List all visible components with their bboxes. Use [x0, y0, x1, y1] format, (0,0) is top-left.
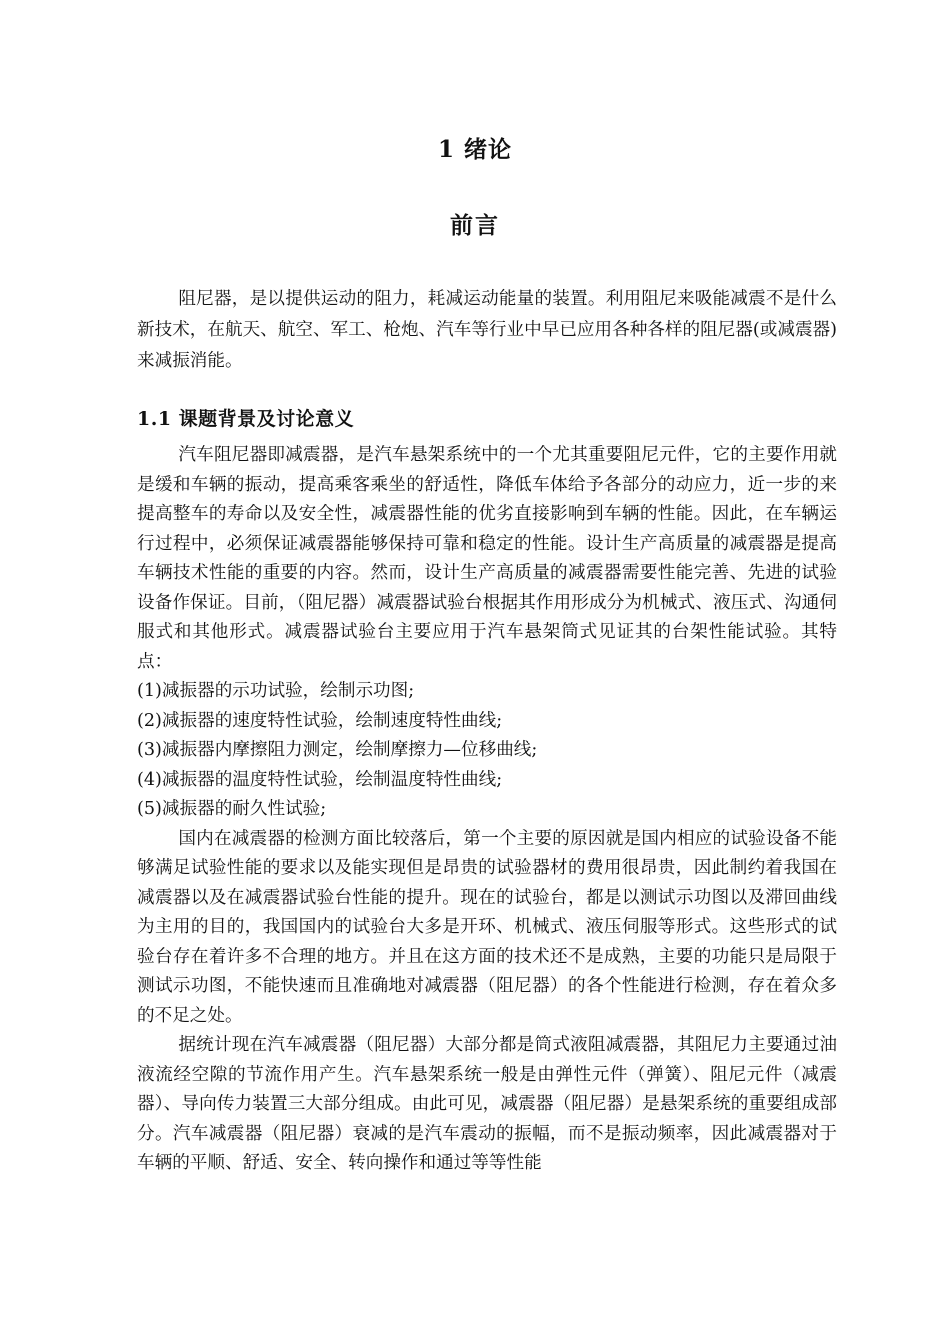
body-paragraph-2: 国内在减震器的检测方面比较落后，第一个主要的原因就是国内相应的试验设备不能够满足试验性能的要求以及能实现但是昂贵的试验器材的费用很昂贵，因此制约着我国在减震器以及在减震器试验台性能的提升。现在的试验台，都是以测试示功图以及滞回曲线为主用的目的，我国国内的试验台大多是开环、机械式、液压伺服等形式。这些形式的试验台存在着许多不合理的地方。并且在这方面的技术还不是成熟，主要的功能只是局限于测试示功图，不能快速而且准确地对减震器（阻尼器）的各个性能进行检测，存在着众多的不足之处。: [137, 828, 837, 1026]
intro-section: [137, 284, 837, 377]
section-heading: 1.1 课题背景及讨论意义: [137, 408, 355, 430]
list-item: (3)减振器内摩擦阻力测定，绘制摩擦力—位移曲线;: [137, 740, 538, 760]
body-paragraph-3: 据统计现在汽车减震器（阻尼器）大部分都是筒式液阻减震器，其阻尼力主要通过油液流经空隙的节流作用产生。汽车悬架系统一般是由弹性元件（弹簧）、阻尼元件（减震器）、导向传力装置三大部分组成。由此可见，减震器（阻尼器）是悬架系统的重要组成部分。汽车减震器（阻尼器）衰减的是汽车震动的振幅，而不是振动频率，因此减震器对于车辆的平顺、舒适、安全、转向操作和通过等等性能: [137, 1035, 837, 1173]
intro-paragraph: 阻尼器，是以提供运动的阻力，耗减运动能量的装置。利用阻尼来吸能减震不是什么新技术，在航天、航空、军工、枪炮、汽车等行业中早已应用各种各样的阻尼器(或减震器)来减振消能。: [137, 289, 837, 371]
body-paragraph-1: 汽车阻尼器即减震器，是汽车悬架系统中的一个尤其重要阻尼元件，它的主要作用就是缓和车辆的振动，提高乘客乘坐的舒适性，降低车体给予各部分的动应力，近一步的来提高整车的寿命以及安全性，减震器性能的优劣直接影响到车辆的性能。因此，在车辆运行过程中，必须保证减震器能够保持可靠和稳定的性能。设计生产高质量的减震器是提高车辆技术性能的重要的内容。然而，设计生产高质量的减震器需要性能完善、先进的试验设备作保证。目前，（阻尼器）减震器试验台根据其作用形成分为机械式、液压式、沟通伺服式和其他形式。减震器试验台主要应用于汽车悬架筒式见证其的台架性能试验。其特点：: [137, 445, 837, 672]
chapter-title: 1 绪论: [437, 136, 512, 163]
list-item: (1)减振器的示功试验，绘制示功图;: [137, 681, 415, 701]
section-body: [137, 441, 837, 1179]
preface-title: 前言: [450, 212, 500, 239]
list-item: (4)减振器的温度特性试验，绘制温度特性曲线;: [137, 769, 503, 790]
list-item: (2)减振器的速度特性试验，绘制速度特性曲线;: [137, 710, 503, 731]
list-item: (5)减振器的耐久性试验;: [137, 799, 327, 819]
